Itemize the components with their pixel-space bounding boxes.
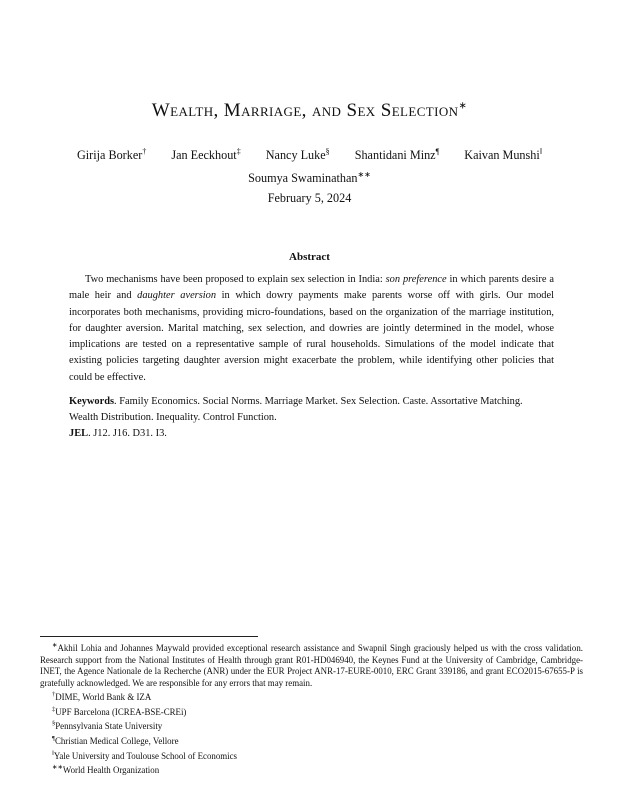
title-footnote-mark: ∗ [458, 100, 468, 112]
abstract-emphasis: son preference [385, 274, 447, 285]
footnote-affiliation [40, 733, 583, 748]
footnote-affiliation [40, 762, 583, 777]
author-name: Soumya Swaminathan [248, 171, 358, 186]
footnote-mark: † [52, 691, 56, 699]
footnote-affiliation [40, 718, 583, 733]
author-line-1 [0, 142, 619, 165]
footnote-text: Akhil Lohia and Johannes Maywald provided exceptional research assistance and Swapnil Singh graciously helped us with the cross validation. Research support from the National Institutes of Health through grant R01-HD046940, the Keynes Fund at the University of Cambridge, Cambridge-INET, the Agence Nationale de la Recherche (ANR) under the EUR Project ANR-17-EURE-0010, ERC Grant 339186, and grant ECO2015-67655-P is gratefully acknowledged. We are responsible for any errors that may remain. [40, 642, 583, 688]
paper-title [0, 100, 619, 122]
author [248, 171, 371, 185]
footnote-text: Christian Medical College, Vellore [54, 736, 179, 746]
footnote-mark: ∗∗ [52, 764, 63, 772]
abstract-heading: Abstract [289, 251, 330, 263]
author-list [0, 142, 619, 188]
footnote-affiliation [40, 748, 583, 763]
author-footnote-mark: § [325, 147, 330, 156]
footnote-text: DIME, World Bank & IZA [55, 692, 152, 703]
author-footnote-mark: † [142, 147, 147, 156]
author [171, 148, 240, 162]
footnote-mark: ‖ [52, 749, 54, 757]
keywords [69, 394, 554, 426]
author-footnote-mark: ¶ [435, 147, 440, 156]
author-footnote-mark: ‖ [539, 147, 543, 156]
footnote-text: World Health Organization [62, 765, 160, 776]
abstract-emphasis: daughter aversion [137, 290, 217, 302]
footnote-mark: ¶ [52, 735, 55, 743]
author [464, 148, 542, 162]
author-name: Girija Borker [76, 148, 143, 163]
author-line-2 [0, 165, 619, 188]
footnote-acknowledgments [40, 640, 583, 689]
footnote-text: UPF Barcelona (ICREA-BSE-CREi) [55, 706, 187, 717]
footnote-mark: § [52, 720, 56, 728]
jel-text: . J12. J16. D31. I3. [88, 428, 167, 439]
abstract-text: in which parents desire a male heir and [69, 274, 554, 302]
abstract-text: Two mechanisms have been proposed to explain sex selection in India: [85, 274, 386, 285]
jel-codes [69, 426, 554, 442]
abstract-text: in which dowry payments make parents worse off with girls. Our model incorporates both mechanisms, providing micro-foundations, based on the organization of the marriage institution, for daughter aversion. Marital matching, sex selection, and dowries are jointly determined in the model, whose implications are tested on a representative sample of rural households. Simulations of the model indicate that existing policies targeting daughter aversion might exacerbate the problem, while identifying other policies that could be effective. [69, 290, 554, 383]
author-name: Kaivan Munshi [464, 148, 540, 163]
author [355, 148, 440, 162]
footnote-affiliation [40, 689, 583, 704]
publication-date: February 5, 2024 [267, 191, 352, 205]
footnote-mark: ∗ [52, 642, 58, 649]
paper-title-text: Wealth, Marriage, and Sex Selection [151, 100, 459, 121]
footnotes [40, 640, 583, 777]
footnote-text: Pennsylvania State University [55, 721, 163, 732]
author-name: Shantidani Minz [354, 148, 436, 163]
abstract-body [69, 272, 554, 386]
author-footnote-mark: ‡ [236, 147, 241, 156]
footnote-rule [40, 636, 258, 637]
author-name: Jan Eeckhout [171, 148, 237, 163]
author [77, 148, 146, 162]
author-name: Nancy Luke [265, 148, 326, 163]
keywords-label: Keywords [69, 396, 115, 407]
jel-label: JEL [69, 428, 89, 439]
author [266, 148, 330, 162]
keywords-text: . Family Economics. Social Norms. Marriage Market. Sex Selection. Caste. Assortative Matching. Wealth Distribution. Inequality. Control Function. [69, 396, 523, 423]
footnote-mark: ‡ [52, 705, 56, 713]
footnote-text: Yale University and Toulouse School of Economics [53, 750, 238, 761]
footnote-affiliation [40, 704, 583, 719]
author-footnote-mark: ∗∗ [357, 170, 371, 180]
